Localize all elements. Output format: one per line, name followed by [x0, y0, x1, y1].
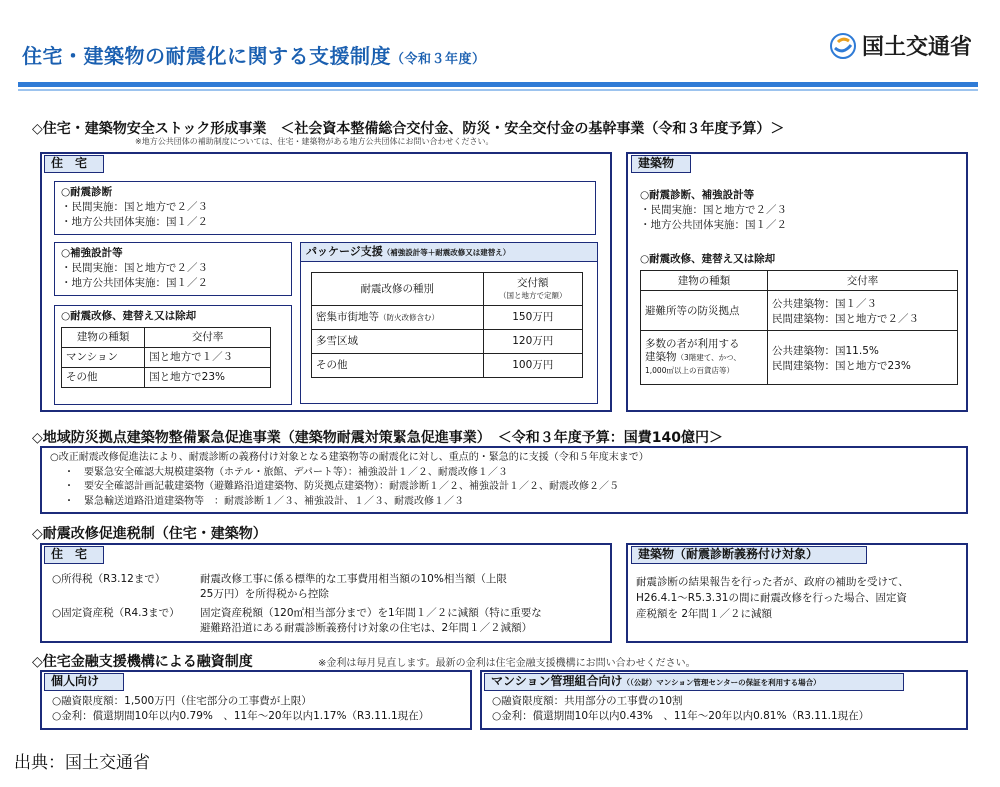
- rate-line: 民間建築物：国と地方で23%: [772, 359, 911, 372]
- building-diagnosis-line: ・民間実施：国と地方で２／３: [640, 204, 787, 216]
- housing-design-heading: ○補強設計等: [61, 247, 123, 259]
- building-retrofit-table: [640, 270, 958, 385]
- table-row: [62, 348, 271, 368]
- fixed-tax-text: [200, 606, 542, 636]
- rate-line: 公共建築物：国１／３: [772, 297, 877, 310]
- table-row: [641, 291, 958, 331]
- income-tax-line: 耐震改修工事に係る標準的な工事費用相当額の10%相当額（上限: [200, 573, 507, 585]
- table-cell: 国と地方で１／３: [145, 348, 271, 368]
- section-2-box: [40, 446, 968, 514]
- page-title-sub: （令和３年度）: [391, 52, 486, 67]
- housing-retrofit-heading: ○耐震改修、建替え又は除却: [61, 310, 197, 322]
- tax-building-line: 産税額を 2年間１／２に減額: [636, 608, 773, 620]
- section-1-heading: ◇住宅・建築物安全ストック形成事業 ＜社会資本整備総合交付金、防災・安全交付金の基幹事業（令和３年度予算）＞: [32, 121, 785, 137]
- housing-retrofit-box: [54, 305, 292, 405]
- fixed-tax-line: 避難路沿道にある耐震診断義務付け対象の住宅は、2年間１／２減額）: [200, 622, 533, 634]
- type-line: 建築物: [645, 351, 677, 363]
- mlit-logo-icon: [830, 33, 856, 59]
- housing-tab: 住 宅: [44, 155, 104, 173]
- building-retrofit-heading: ○耐震改修、建替え又は除却: [640, 253, 776, 265]
- package-amount-header: 交付額: [517, 276, 549, 289]
- package-table: [311, 272, 583, 378]
- loan-personal-text: [52, 694, 429, 724]
- loan-condo-text: [492, 694, 869, 724]
- housing-diagnosis-box: [54, 181, 596, 235]
- building-diagnosis-block: [640, 188, 787, 233]
- rate-line: 民間建築物：国と地方で２／３: [772, 312, 919, 325]
- table-header: [483, 273, 582, 306]
- loan-personal-line: ○融資限度額：1,500万円（住宅部分の工事費が上限）: [52, 695, 312, 707]
- header-rule: [18, 82, 978, 87]
- tax-building-line: H26.4.1～R5.3.31の間に耐震改修を行った場合、固定資: [636, 592, 907, 604]
- logo: [830, 30, 972, 61]
- type-line: 多数の者が利用する: [645, 338, 740, 350]
- table-cell: 避難所等の防災拠点: [641, 291, 768, 331]
- table-cell: その他: [312, 354, 484, 378]
- building-diagnosis-heading: ○耐震診断、補強設計等: [640, 189, 755, 201]
- section-4-note: ※金利は毎月見直します。最新の金利は住宅金融支援機構にお問い合わせください。: [318, 658, 696, 669]
- loan-condo-tab: [484, 673, 904, 691]
- type-sub: （3階建て、かつ、: [676, 353, 741, 362]
- building-diagnosis-line: ・地方公共団体実施：国１／２: [640, 219, 787, 231]
- package-title-main: パッケージ支援: [306, 245, 383, 258]
- table-cell: [768, 331, 958, 385]
- fixed-tax-line: 固定資産税額（120㎡相当部分まで）を1年間１／２に減額（特に重要な: [200, 607, 542, 619]
- housing-diagnosis-heading: ○耐震診断: [61, 186, 113, 198]
- table-cell: 100万円: [483, 354, 582, 378]
- loan-condo-line: ○金利：償還期間10年以内0.43% 、11年～20年以内0.81%（R3.11.1現在）: [492, 710, 870, 722]
- table-header: 耐震改修の種別: [312, 273, 484, 306]
- table-cell: [641, 331, 768, 385]
- table-cell: [312, 306, 484, 330]
- table-row: [312, 354, 583, 378]
- table-cell: マンション: [62, 348, 145, 368]
- loan-condo-line: ○融資限度額：共用部分の工事費の10割: [492, 695, 683, 707]
- loan-condo-tab-sub: （（公財）マンション管理センターの保証を利用する場合）: [622, 678, 821, 687]
- table-header: 建物の種類: [641, 271, 768, 291]
- section-1-note: ※地方公共団体の補助制度については、住宅・建築物がある地方公共団体にお問い合わせください。: [135, 137, 494, 146]
- tax-housing-tab: 住 宅: [44, 546, 104, 564]
- section-2-line: ・ 要安全確認計画記載建築物（避難路沿道建築物、防災拠点建築物）：耐震診断１／２、補強設計１／２、耐震改修２／５: [64, 481, 619, 492]
- package-box: [300, 242, 598, 404]
- fixed-tax-label: ○固定資産税（R4.3まで）: [52, 607, 180, 619]
- package-kind: 密集市街地等: [316, 311, 379, 323]
- package-title-sub: （補強設計等＋耐震改修又は建替え）: [382, 248, 511, 257]
- rate-line: 公共建築物：国11.5%: [772, 344, 879, 357]
- table-row: [312, 306, 583, 330]
- header-rule-thin: [18, 89, 978, 91]
- table-cell: 150万円: [483, 306, 582, 330]
- table-cell: [768, 291, 958, 331]
- tax-building-line: 耐震診断の結果報告を行った者が、政府の補助を受けて、: [636, 576, 909, 588]
- building-tab: 建築物: [631, 155, 691, 173]
- package-kind-sub: （防火改修含む）: [379, 313, 439, 322]
- tax-building-tab: 建築物（耐震診断義務付け対象）: [631, 546, 867, 564]
- income-tax-text: [200, 572, 507, 602]
- table-cell: 国と地方で23%: [145, 368, 271, 388]
- loan-personal-line: ○金利：償還期間10年以内0.79% 、11年～20年以内1.17%（R3.11.1現在）: [52, 710, 430, 722]
- table-row: [62, 368, 271, 388]
- table-header: 建物の種類: [62, 328, 145, 348]
- housing-design-line: ・地方公共団体実施：国１／２: [61, 277, 208, 289]
- section-2-line: ・ 緊急輸送道路沿道建築物等 ：耐震診断１／３、補強設計、１／３、耐震改修１／３: [64, 495, 464, 507]
- section-4-heading: ◇住宅金融支援機構による融資制度: [32, 654, 253, 670]
- section-2-heading: ◇地域防災拠点建築物整備緊急促進事業（建築物耐震対策緊急促進事業） ＜令和３年度予算：国費140億円＞: [32, 430, 723, 446]
- housing-diagnosis-line: ・民間実施：国と地方で２／３: [61, 201, 208, 213]
- package-amount-header-sub: （国と地方で定額）: [499, 290, 567, 300]
- table-header: 交付率: [145, 328, 271, 348]
- table-header: 交付率: [768, 271, 958, 291]
- logo-text: 国土交通省: [862, 35, 973, 60]
- table-cell: 120万円: [483, 330, 582, 354]
- housing-design-box: [54, 242, 292, 296]
- loan-condo-tab-main: マンション管理組合向け: [491, 674, 623, 688]
- table-row: [312, 330, 583, 354]
- section-2-line: ○改正耐震改修促進法により、耐震診断の義務付け対象となる建築物等の耐震化に対し、重点的・緊急的に支援（令和５年度末まで）: [50, 452, 649, 463]
- income-tax-line: 25万円）を所得税から控除: [200, 588, 329, 600]
- section-2-line: ・ 要緊急安全確認大規模建築物（ホテル・旅館、デパート等）：補強設計１／２、耐震改修１／３: [64, 466, 508, 478]
- table-cell: 多雪区域: [312, 330, 484, 354]
- package-title: [301, 243, 597, 262]
- type-sub: 1,000㎡以上の百貨店等）: [645, 366, 734, 375]
- income-tax-label: ○所得税（R3.12まで）: [52, 573, 166, 585]
- housing-retrofit-table: [61, 327, 271, 388]
- tax-building-text: [636, 574, 909, 622]
- source-caption: 出典：国土交通省: [14, 753, 150, 773]
- table-cell: その他: [62, 368, 145, 388]
- housing-diagnosis-line: ・地方公共団体実施：国１／２: [61, 216, 208, 228]
- table-row: [641, 331, 958, 385]
- housing-design-line: ・民間実施：国と地方で２／３: [61, 262, 208, 274]
- section-3-heading: ◇耐震改修促進税制（住宅・建築物）: [32, 526, 267, 542]
- loan-personal-tab: 個人向け: [44, 673, 124, 691]
- page-title: [22, 40, 486, 69]
- page-title-main: 住宅・建築物の耐震化に関する支援制度: [22, 44, 391, 68]
